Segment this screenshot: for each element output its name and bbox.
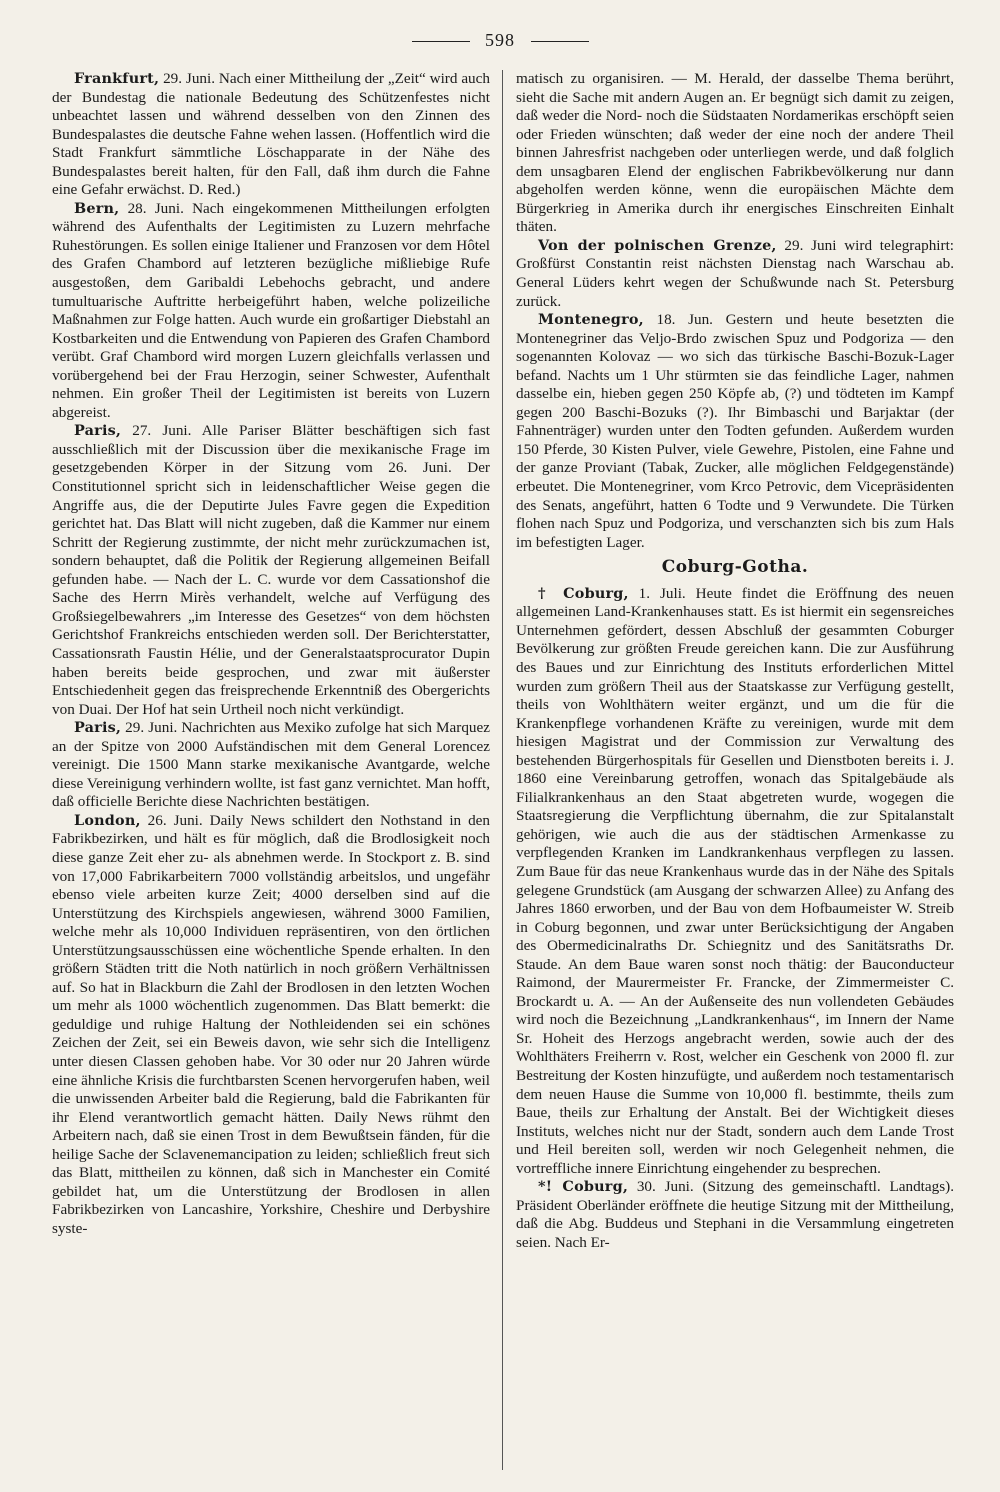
article-text: 27. Juni. Alle Pariser Blätter beschäftigen sich fast ausschließlich mit der Discussion über die mexikanische Frage im gesetzgebenden Körper in der Sitzung vom 26. Juni. Der Constitutionnel spricht sich in leidenschaftlicher Weise gegen die Angriffe aus, die der Deputirte Jules Favre gegen die Expedition gerichtet hat. Das Blatt will nicht zugeben, daß die Kammer nur einem Schritt der Regierung zustimmte, der nicht mehr zurückzumachen ist, sondern behauptet, daß die Politik der Regierung allgemeinen Beifall gefunden habe. — Nach der L. C. wurde vor dem Cassationshof die Sache des Herrn Mirès verhandelt, welche auf Verfügung des Großsiegelbewahrers „im Interesse des Gesetzes“ von dem höchsten Gerichtshof Frankreichs entschieden werden soll. Der Berichterstatter, Cassationsrath Faustin Hélie, und der Generalstaatsprocurator Dupin haben bereits beide gesprochen, und zwar mit äußerster Entschiedenheit gegen das freisprechende Erkenntniß des Obergerichts von Duai. Der Hof hat sein Urtheil noch nicht verkündigt.	[52, 422, 490, 718]
article-bern	[52, 200, 490, 423]
article-text: 28. Juni. Nach eingekommenen Mittheilungen erfolgten während des Aufenthalts der Legitimisten zu Luzern mehrfache Ruhestörungen. Es sollen einige Italiener und Franzosen vor dem Hôtel des Grafen Chambord auf letzteren bezügliche mißliebige Rufe ausgestoßen, dem Garibaldi Lebehochs gebracht, und andere tumultuarische Auftritte herbeigeführt haben, welche polizeiliche Maßnahmen zur Folge hatten. Auch wurde ein großartiger Diebstahl an Kostbarkeiten und die Entwendung von Papieren des Grafen Chambord verübt. Graf Chambord wird morgen Luzern gleichfalls verlassen und vorübergehend bei der Frau Herzogin, seiner Schwester, Aufenthalt nehmen. Ein großer Theil der Legitimisten ist bereits von Luzern abgereist.	[52, 199, 490, 421]
article-text: 18. Jun. Gestern und heute besetzten die Montenegriner das Veljo-Brdo zwischen Spuz und Podgoriza — den sogenannten Kolovaz — wo sich das türkische Baschi-Bozuk-Lager befand. Nachts um 1 Uhr stürmten sie das feindliche Lager, nahmen dasselbe ein, hieben gegen 250 Köpfe ab, (?) und tödteten im Kampf gegen 200 Baschi-Bozuks (?). Ihr Bimbaschi und Barjaktar (der Fahnenträger) wurden unter den Todten gefunden. Außerdem wurden 150 Pferde, 30 Kisten Pulver, viele Gewehre, Pistolen, eine Fahne und der ganze Proviant (Tabak, Zucker, alle möglichen Feldgegenstände) erbeutet. Die Montenegriner, vom Krco Petrovic, dem Vicepräsidenten des Senats, angeführt, hatten 6 Todte und 9 Verwundete. Die Türken flohen nach Spuz und Podgoriza, und verschanzten sich bis zum Hals im befestigten Lager.	[516, 311, 954, 551]
article-text: matisch zu organisiren. — M. Herald, der dasselbe Thema berührt, sieht die Sache mit andern Augen an. Er begnügt sich damit zu zeigen, daß weder die Nord- noch die Südstaaten Nordamerikas erschöpft seien oder Frieden wünschten; daß weder der eine noch der andere Theil binnen Jahresfrist nachgeben oder unterliegen werde, und daß folglich dem unsagbaren Elend der englischen Fabrikbevölkerung nur dann abgeholfen werden könne, wenn die europäischen Mächte dem Bürgerkrieg in Amerika durch ihr energisches Einschreiten Einhalt thäten.	[516, 70, 954, 236]
article-london	[52, 812, 490, 1239]
dateline-place: *! Coburg,	[538, 1178, 629, 1196]
column-divider	[502, 70, 503, 1470]
dateline-place: Von der polnischen Grenze,	[538, 236, 777, 254]
article-montenegro	[516, 311, 954, 552]
page-number: 598	[485, 30, 515, 50]
left-column	[52, 70, 490, 1470]
header-rule-left	[412, 41, 470, 42]
article-polish-border	[516, 237, 954, 311]
article-paris-27	[52, 422, 490, 719]
article-paris-29	[52, 719, 490, 812]
page-header	[0, 30, 1000, 51]
section-heading: Coburg-Gotha.	[661, 557, 809, 578]
header-rule-right	[531, 41, 589, 42]
dateline-place: Paris,	[74, 422, 122, 440]
article-text: 29. Juni. Nach einer Mittheilung der „Zeit“ wird auch der Bundestag die nationale Bedeutung des Schützenfestes nicht unbeachtet lassen und während desselben von den Zinnen des Bundespalastes die deutsche Fahne wehen lassen. (Hoffentlich wird die Stadt Frankfurt sämmtliche Löschapparate in der Nähe des Bundespalastes bereit halten, für den Fall, daß ihm durch die Fahne eine Gefahr erwächst. D. Red.)	[52, 70, 490, 199]
dateline-place: Paris,	[74, 719, 122, 737]
article-text: 1. Juli. Heute findet die Eröffnung des neuen allgemeinen Land-Krankenhauses statt. Es ist hiermit ein segensreiches Unternehmen gefördert, dessen Abschluß der gesammten Coburger Bevölkerung zur größten Freude gereichen kann. Die zur Ausführung des Baues und zur Einrichtung des Instituts erforderlichen Mittel wurden zum größern Theil aus der Staatskasse zur Verfügung gestellt, theils von Wohlthätern weiter ergänzt, und um die für die Krankenpflege vorhandenen Kräfte zu vereinigen, wurde mit dem hiesigen Magistrat und der Commission zur Verwaltung des bestehenden Bürgerhospitals für Gesellen und Dienstboten bereits i. J. 1860 eine Vereinbarung getroffen, wonach das Spitalgebäude als Filialkrankenhaus an den Staat abgetreten wurde, wogegen die Staatsregierung die Verpflichtung übernahm, die zur Spitalanstalt gehörigen, wie auch die aus der städtischen Armenkasse zu verpflegenden Kranken im Landkrankenhaus verpflegen zu lassen. Zum Baue für das neue Krankenhaus wurde das in der Nähe des Spitals gelegene Grundstück (am Ausgang der schwarzen Allee) zu Anfang des Jahres 1860 erworben, und der Bau von dem Hofbaumeister W. Streib in Coburg begonnen, und zwar unter Berücksichtigung der Angaben des Obermedicinalraths Dr. Schiegnitz und des Sanitätsraths Dr. Staude. An dem Baue waren sonst noch thätig: der Bauconducteur Raimond, der Maurermeister Fr. Francke, der Zimmermeister C. Brockardt u. A. — An der Außenseite des nun vollendeten Gebäudes wird noch die Bezeichnung „Landkrankenhaus“, im Innern der Name Sr. Hoheit des Herzogs angebracht werden, sowie auch der des Wohlthäters Freiherrn v. Rost, welcher ein Geschenk von 2000 fl. zur Bestreitung der Kosten hinzufügte, und außerdem noch testamentarisch dem neuen Hause die Summe von 10,000 fl. bestimmte, theils zum Baue, theils zur Erhaltung der Anstalt. Bei der Wichtigkeit dieses Instituts, welches nicht nur der Stadt, sondern auch dem Lande Trost und Heil bereiten soll, werden wir noch Gelegenheit nehmen, die vortreffliche innere Einrichtung eingehender zu besprechen.	[516, 584, 954, 1177]
article-text: 30. Juni. (Sitzung des gemeinschaftl. Landtags). Präsident Oberländer eröffnete die heutige Sitzung mit der Mittheilung, daß die Abg. Buddeus und Stephani in die Versammlung eingetreten seien. Nach Er-	[516, 1178, 954, 1251]
dateline-place: London,	[74, 811, 141, 829]
dateline-place: † Coburg,	[538, 584, 629, 602]
article-london-continued	[516, 70, 954, 237]
article-coburg-2	[516, 1178, 954, 1252]
article-frankfurt	[52, 70, 490, 200]
dateline-place: Montenegro,	[538, 311, 644, 329]
article-coburg-1	[516, 585, 954, 1179]
article-text: 29. Juni wird telegraphirt: Großfürst Constantin reist nächsten Dienstag nach Warschau ab. General Lüders kehrt wegen der Schußwunde nach St. Petersburg zurück.	[516, 236, 954, 310]
dateline-place: Bern,	[74, 199, 120, 217]
right-column	[516, 70, 954, 1470]
article-text: 29. Juni. Nachrichten aus Mexiko zufolge hat sich Marquez an der Spitze von 2000 Aufständischen mit dem General Lorencez vereinigt. Die 1500 Mann starke mexikanische Avantgarde, welche diese Vereinigung verhindern wollte, ist fast ganz vernichtet. Man hofft, daß officielle Berichte diese Nachrichten bestätigen.	[52, 719, 490, 811]
dateline-place: Frankfurt,	[74, 70, 160, 87]
article-text: 26. Juni. Daily News schildert den Nothstand in den Fabrikbezirken, und hält es für möglich, daß die Brodlosigkeit noch diese ganze Zeit eher zu- als abnehmen werde. In Stockport z. B. sind von 17,000 Fabrikarbeitern 7000 vollständig arbeitslos, und ungefähr ebenso viele arbeiten kurze Zeit; 4000 derselben sind auf die Unterstützung des Kirchspiels angewiesen, während 3000 Familien, welche mehr als 10,000 Individuen repräsentiren, von den örtlichen Unterstützungsausschüssen eine wöchentliche Spende erhalten. In den größern Städten tritt die Noth natürlich in noch größern Verhältnissen auf. So hat in Blackburn die Zahl der Brodlosen in den letzten Wochen um mehr als 1000 wöchentlich zugenommen. Das Blatt bemerkt: die geduldige und ruhige Haltung der Nothleidenden sei ein schönes Zeichen der Zeit, sei ein Beweis davon, wie sehr sich die Intelligenz unter diesen Classen gehoben habe. Vor 30 oder nur 20 Jahren würde eine ähnliche Krisis die furchtbarsten Scenen hervorgerufen haben, weil die unwissenden Arbeiter bald die Regierung, bald die Fabrikanten für ihr Elend verantwortlich gemacht hätten. Daily News rühmt den Arbeitern nach, daß sie einen Trost in dem Bewußtsein fänden, für die heilige Sache der Sclavenemancipation zu leiden; schließlich freut sich das Blatt, mittheilen zu können, daß sich in Manchester ein Comité gebildet hat, um die Unterstützung der Brodlosen in allen Fabrikbezirken von Lancashire, Yorkshire, Cheshire und Derbyshire syste-	[52, 811, 490, 1237]
